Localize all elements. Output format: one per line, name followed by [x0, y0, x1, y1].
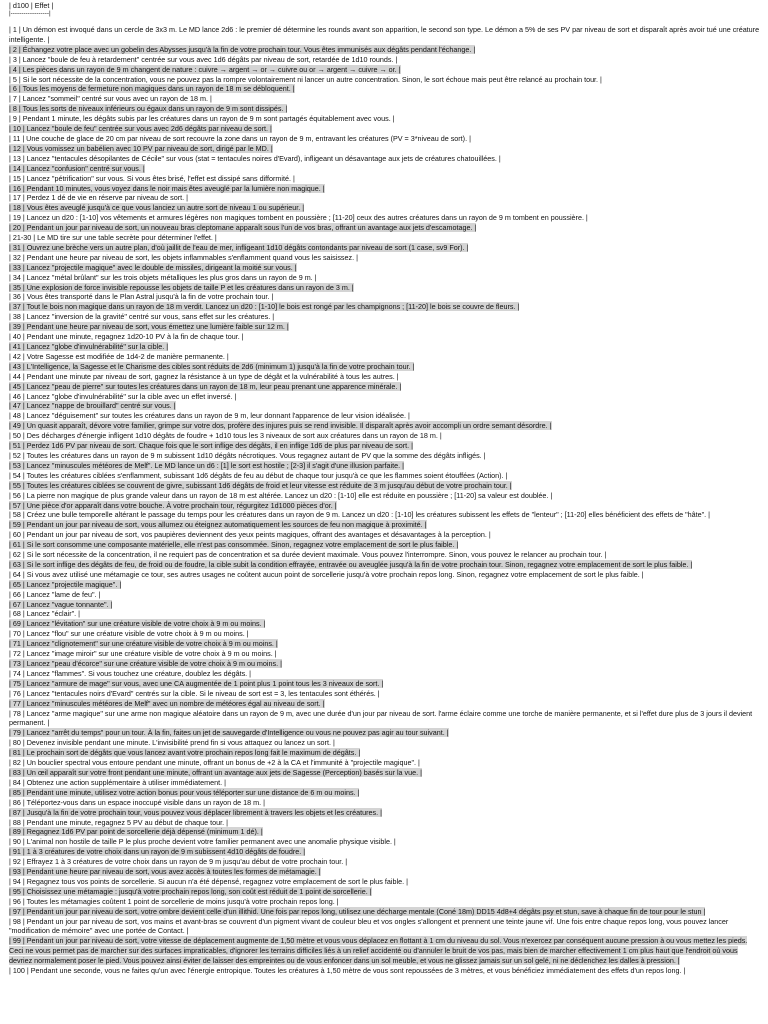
table-row [9, 768, 760, 778]
row-text: | 1 | Un démon est invoqué dans un cercle de 3x3 m. Le MD lance 2d6 : le premier dé détermine les rounds avant son apparition, le second son type. Le démon a 5% de ses PV par niveau de sort et disparaît après avoir tué une créature intelligente. | [9, 25, 760, 44]
row-text: | 31 | Ouvrez une brèche vers un autre plan, d'où jaillit de l'eau de mer, infligeant 1d10 dégâts contondants par niveau de sort (1 case, sv9 For). | [9, 242, 469, 252]
table-row [9, 699, 760, 709]
row-text: | 3 | Lancez "boule de feu à retardement" centrée sur vous avec 1d6 dégâts par niveau de sort, retardée de 1d10 rounds. | [9, 54, 398, 64]
table-row [9, 619, 760, 629]
row-text: | 70 | Lancez "flou" sur une créature visible de votre choix à 9 m ou moins. | [9, 629, 249, 639]
table-row [9, 471, 760, 481]
table-row [9, 273, 760, 283]
table-row [9, 907, 760, 917]
row-text: | 94 | Regagnez tous vos points de sorcellerie. Si aucun n'a été dépensé, regagnez votre emplacement de sort le plus faible. | [9, 876, 408, 886]
row-text: | 68 | Lancez "éclair". | [9, 609, 81, 619]
row-text: | 12 | Vous vomissez un babélien avec 10 PV par niveau de sort, dirigé par le MD. | [9, 143, 273, 153]
table-row [9, 372, 760, 382]
table-row [9, 600, 760, 610]
table-row [9, 590, 760, 600]
row-text: | 13 | Lancez "tentacules désopilantes de Cécile" sur vous (stat = tentacules noires d'Evard), infligeant un désavantage aux jets de créatures chatouillées. | [9, 153, 501, 163]
table-row [9, 897, 760, 907]
table-row [9, 877, 760, 887]
table-row [9, 283, 760, 293]
table-row [9, 124, 760, 134]
row-text: | 89 | Regagnez 1d6 PV par point de sorcellerie déjà dépensé (minimum 1 dé). | [9, 827, 263, 837]
row-text: | 2 | Échangez votre place avec un gobelin des Abysses jusqu'à la fin de votre prochain tour. Vous êtes immunisés aux dégâts pendant l'échange. | [9, 44, 476, 54]
table-row [9, 352, 760, 362]
table-row [9, 857, 760, 867]
row-text: | 38 | Lancez "inversion de la gravité" centré sur vous, sans effet sur les créatures. | [9, 312, 275, 322]
row-text: | 19 | Lancez un d20 : [1-10] vos vêtements et armures légères non magiques tombent en poussière ; [11-20] ceux des autres créatures dans un rayon de 9 m tombent en poussière. | [9, 213, 588, 223]
row-text: | 32 | Pendant une heure par niveau de sort, les objets inflammables s'enflamment quand vous les saisissez. | [9, 252, 358, 262]
table-row [9, 174, 760, 184]
row-text: | 92 | Effrayez 1 à 3 créatures de votre choix dans un rayon de 9 m jusqu'au début de votre prochain tour. | [9, 857, 348, 867]
table-row [9, 580, 760, 590]
table-row [9, 104, 760, 114]
row-text: | 76 | Lancez "tentacules noirs d'Evard" centrés sur la cible. Si le niveau de sort est = 3, les tentacules sont éthérés. | [9, 688, 380, 698]
row-text: | 21-30 | Le MD tire sur une table secrète pour déterminer l'effet. | [9, 233, 217, 243]
table-header: | d100 | Effet | [9, 1, 54, 10]
table-row [9, 292, 760, 302]
row-text: | 75 | Lancez "armure de mage" sur vous, avec une CA augmentée de 1 point plus 1 point tous les 3 niveaux de sort. | [9, 678, 384, 688]
table-row [9, 84, 760, 94]
table-row [9, 867, 760, 877]
row-text: | 65 | Lancez "projectile magique". | [9, 579, 122, 589]
table-row [9, 253, 760, 263]
row-text: | 62 | Si le sort nécessite de la concentration, il ne requiert pas de concentration et sa durée devient maximale. Vous pouvez l'interrompre. Sinon, vous pouvez le relancer au prochain tour. | [9, 550, 607, 560]
table-row [9, 808, 760, 818]
table-row [9, 778, 760, 788]
row-text: | 11 | Une couche de glace de 20 cm par niveau de sort recouvre la zone dans un rayon de 9 m, entravant les créatures (PV = 3*niveau de sort). | [9, 133, 471, 143]
table-row [9, 25, 760, 45]
table-row [9, 639, 760, 649]
row-text: | 100 | Pendant une seconde, vous ne faites qu'un avec l'énergie entropique. Toutes les créatures à 1,50 mètre de vous sont repoussées de 3 mètres, et vous bénéficiez immédiatement des effets d'un repos long. | [9, 966, 686, 976]
row-text: | 88 | Pendant une minute, regagnez 5 PV au début de chaque tour. | [9, 817, 228, 827]
row-text: | 96 | Toutes les métamagies coûtent 1 point de sorcellerie de moins jusqu'à votre prochain repos long. | [9, 896, 339, 906]
row-text: | 15 | Lancez "pétrification" sur vous. Si vous êtes brisé, l'effet est dissipé sans difformité. | [9, 173, 295, 183]
row-text: | 52 | Toutes les créatures dans un rayon de 9 m subissent 1d10 dégâts nécrotiques. Vous regagnez autant de PV que la somme des dégâts infligés. | [9, 450, 486, 460]
table-row [9, 966, 760, 976]
table-row [9, 837, 760, 847]
row-text: | 36 | Vous êtes transporté dans le Plan Astral jusqu'à la fin de votre prochain tour. | [9, 292, 274, 302]
table-row [9, 738, 760, 748]
table-row [9, 917, 760, 937]
row-text: | 79 | Lancez "arrêt du temps" pour un tour. À la fin, faites un jet de sauvegarde d'Intelligence ou vous ne pouvez pas agir au tour suivant. | [9, 728, 449, 738]
table-separator: |------------------| [9, 10, 51, 17]
row-text: | 66 | Lancez "lame de feu". | [9, 589, 101, 599]
row-text: | 72 | Lancez "image miroir" sur une créature visible de votre choix à 9 m ou moins. | [9, 649, 277, 659]
table-row [9, 827, 760, 837]
table-row [9, 501, 760, 511]
row-text: | 77 | Lancez "minuscules météores de Melf" avec un nombre de météores égal au niveau de sort. | [9, 698, 325, 708]
row-text: | 78 | Lancez "arme magique" sur une arme non magique aléatoire dans un rayon de 9 m, avec une durée d'un jour par niveau de sort. l'arme éclaire comme une torche de manière permanente, et si l'effet dure plus de 3 jours il devient permanent. | [9, 708, 753, 728]
row-text: | 69 | Lancez "lévitation" sur une créature visible de votre choix à 9 m ou moins. | [9, 619, 266, 629]
table-row [9, 312, 760, 322]
row-text: | 82 | Un bouclier spectral vous entoure pendant une minute, offrant un bonus de +2 à la CA et l'immunité à "projectile magique". | [9, 758, 420, 768]
table-row [9, 847, 760, 857]
row-text: | 71 | Lancez "clignotement" sur une créature visible de votre choix à 9 m ou moins. | [9, 639, 278, 649]
row-text: | 58 | Créez une bulle temporelle altérant le passage du temps pour les créatures dans un rayon de 9 m. Lancez un d20 : [1-10] les créatures subissent les effets de "lenteur" ; [11-20] elles bénéficient des effets de "hâte". | [9, 510, 711, 520]
row-text: | 6 | Tous les moyens de fermeture non magiques dans un rayon de 18 m se débloquent. | [9, 84, 295, 94]
row-text: | 46 | Lancez "globe d'invulnérabilité" sur la cible avec un effet inversé. | [9, 391, 237, 401]
table-row [9, 748, 760, 758]
table-row [9, 758, 760, 768]
row-text: | 9 | Pendant 1 minute, les dégâts subis par les créatures dans un rayon de 9 m sont partagés équitablement avec vous. | [9, 114, 395, 124]
table-row [9, 193, 760, 203]
row-text: | 50 | Des décharges d'énergie infligent 1d10 dégâts de foudre + 1d10 tous les 3 niveaux de sort aux créatures dans un rayon de 18 m. | [9, 431, 442, 441]
row-text: | 18 | Vous êtes aveuglé jusqu'à ce que vous lanciez un autre sort de niveau 1 ou supérieur. | [9, 203, 305, 213]
table-row [9, 689, 760, 699]
row-text: | 49 | Un quasit apparaît, dévore votre familier, grimpe sur votre dos, profère des injures puis se rend invisible. Il disparaît après avoir accompli un ordre semant désordre. | [9, 421, 552, 431]
table-row [9, 223, 760, 233]
table-row [9, 94, 760, 104]
row-text: | 4 | Les pièces dans un rayon de 9 m changent de nature : cuivre → argent → or → cuivre ou or → argent → cuivre → or. | [9, 64, 401, 74]
row-text: | 74 | Lancez "flammes". Si vous touchez une créature, doublez les dégâts. | [9, 668, 252, 678]
row-text: | 93 | Pendant une heure par niveau de sort, vous avez accès à toutes les formes de métamagie. | [9, 867, 321, 877]
table-row [9, 75, 760, 85]
row-text: | 55 | Toutes les créatures ciblées se couvrent de givre, subissant 1d6 dégâts de froid et leur vitesse est réduite de 3 m jusqu'au début de votre prochain tour. | [9, 480, 512, 490]
row-text: | 44 | Pendant une minute par niveau de sort, gagnez la résistance à un type de dégât et la vulnérabilité à tous les autres. | [9, 371, 399, 381]
row-text: | 33 | Lancez "projectile magique" avec le double de missiles, dirigeant la moitié sur vous. | [9, 262, 297, 272]
row-text: | 17 | Perdez 1 dé de vie en réserve par niveau de sort. | [9, 193, 189, 203]
table-row [9, 411, 760, 421]
table-row [9, 154, 760, 164]
table-row [9, 263, 760, 273]
table-rows [9, 25, 760, 976]
row-text: | 5 | Si le sort nécessite de la concentration, vous ne pouvez pas la rompre volontairement ni lancer un autre concentration. Sinon, le sort échoue mais peut être relancé au prochain tour. | [9, 74, 602, 84]
row-text: | 80 | Devenez invisible pendant une minute. L'invisibilité prend fin si vous attaquez ou lancez un sort. | [9, 738, 335, 748]
row-text: | 16 | Pendant 10 minutes, vous voyez dans le noir mais êtes aveuglé par la lumière non magique. | [9, 183, 325, 193]
row-text: | 81 | Le prochain sort de dégâts que vous lancez avant votre prochain repos long fait le maximum de dégâts. | [9, 748, 361, 758]
table-row [9, 322, 760, 332]
row-text: | 54 | Toutes les créatures ciblées s'enflamment, subissant 1d6 dégâts de feu au début de chaque tour jusqu'à ce que les flammes soient étouffées (Action). | [9, 470, 508, 480]
row-text: | 90 | L'animal non hostile de taille P le plus proche devient votre familier permanent avec une anomalie physique visible. | [9, 837, 396, 847]
row-text: | 39 | Pendant une heure par niveau de sort, vous émettez une lumière faible sur 12 m. | [9, 322, 289, 332]
table-row [9, 679, 760, 689]
table-row [9, 609, 760, 619]
table-row [9, 164, 760, 174]
table-row [9, 659, 760, 669]
table-row [9, 530, 760, 540]
row-text: | 51 | Perdez 1d6 PV par niveau de sort. Chaque fois que le sort inflige des dégâts, il en inflige 1d6 de plus par niveau de sort. | [9, 441, 413, 451]
table-row [9, 649, 760, 659]
table-row [9, 382, 760, 392]
row-text: | 43 | L'Intelligence, la Sagesse et le Charisme des cibles sont réduits de 2d6 (minimum 1) jusqu'à la fin de votre prochain tour. | [9, 361, 415, 371]
table-row [9, 510, 760, 520]
table-row [9, 461, 760, 471]
table-row [9, 421, 760, 431]
row-text: | 86 | Téléportez-vous dans un espace inoccupé visible dans un rayon de 18 m. | [9, 797, 265, 807]
table-row [9, 887, 760, 897]
table-row [9, 233, 760, 243]
table-row [9, 629, 760, 639]
row-text: | 87 | Jusqu'à la fin de votre prochain tour, vous pouvez vous déplacer librement à travers les objets et les créatures. | [9, 807, 382, 817]
table-row [9, 203, 760, 213]
row-text: | 42 | Votre Sagesse est modifiée de 1d4-2 de manière permanente. | [9, 351, 229, 361]
row-text: | 48 | Lancez "déguisement" sur toutes les créatures dans un rayon de 9 m, leur donnant l'apparence de leur vision idéalisée. | [9, 411, 410, 421]
table-row [9, 362, 760, 372]
row-text: | 73 | Lancez "peau d'écorce" sur une créature visible de votre choix à 9 m ou moins. | [9, 659, 282, 668]
row-text: | 97 | Pendant un jour par niveau de sort, votre ombre devient celle d'un illithid. Une fois par repos long, utilisez une décharge mentale (Coné 18m) DD15 4d8+4 dégâts psy et stun, save à chaque fin de tour pour le stun | [9, 906, 706, 916]
table-row [9, 302, 760, 312]
table-row [9, 570, 760, 580]
row-text: | 57 | Une pièce d'or apparaît dans votre bouche. À votre prochain tour, régurgitez 1d1000 pièces d'or. | [9, 500, 337, 510]
row-text: | 59 | Pendant un jour par niveau de sort, vous allumez ou éteignez automatiquement les sources de feu non magique à proximité. | [9, 520, 427, 530]
table-row [9, 144, 760, 154]
table-row [9, 342, 760, 352]
table-row [9, 728, 760, 738]
table-row [9, 55, 760, 65]
row-text: | 40 | Pendant une minute, regagnez 1d20-10 PV à la fin de chaque tour. | [9, 332, 244, 342]
row-text: | 98 | Pendant un jour par niveau de sort, vos mains et avant-bras se couvrent d'un pigment vivant de couleur bleu et vos ongles s'allongent et prennent une teinte jaune vif. Une fois entre chaque repos long, vous pouvez lancer "modification de mémoire" avec une portée de Contact. | [9, 916, 729, 936]
table-row [9, 114, 760, 124]
row-text: | 8 | Tous les sorts de niveaux inférieurs ou égaux dans un rayon de 9 m sont dissipés. | [9, 104, 288, 114]
table-row [9, 134, 760, 144]
table-row [9, 788, 760, 798]
table-row [9, 520, 760, 530]
table-row [9, 332, 760, 342]
row-text: | 45 | Lancez "peau de pierre" sur toutes les créatures dans un rayon de 18 m, leur peau prenant une apparence minérale. | [9, 381, 402, 391]
row-text: | 47 | Lancez "nappe de brouillard" centré sur vous. | [9, 401, 176, 411]
table-row [9, 431, 760, 441]
row-text: | 91 | 1 à 3 créatures de votre choix dans un rayon de 9 m subissent 4d10 dégâts de foudre. | [9, 847, 306, 857]
row-text: | 60 | Pendant un jour par niveau de sort, vos paupières deviennent des yeux peints magiques, offrant des avantages et désavantages à la perception. | [9, 530, 491, 540]
row-text: | 14 | Lancez "confusion" centré sur vous. | [9, 163, 145, 173]
row-text: | 63 | Si le sort inflige des dégâts de feu, de froid ou de foudre, la cible subit la condition effrayée, entravée ou aveuglée jusqu'à la fin de votre prochain tour. Sinon, regagnez votre emplacement de sort le plus faible. | [9, 559, 693, 569]
row-text: | 85 | Pendant une minute, utilisez votre action bonus pour vous téléporter sur une distance de 6 m ou moins. | [9, 787, 360, 797]
row-text: | 99 | Pendant un jour par niveau de sort, votre vitesse de déplacement augmente de 1,50 mètre et vous vous déplacez en flottant à 1 cm du niveau du sol. Vous n'exercez par conséquent aucune pression à ou vous mettez les pieds. Ceci ne vous permet pas de marcher sur des surfaces impraticables, d'ignorer les terrains difficiles liés à un relief accidenté ou d'annuler le bruit de vos pas, mais bien de marcher effectivement 1 cm plus haut que l'endroit où vous devriez normalement poser le pied. Vous pouvez ainsi éviter de laisser des empreintes ou de vous enfoncer dans un sol meuble, et vous ne glissez jamais sur un sol gelé, ni ne déclenchez les dalles à pression. | [9, 936, 748, 966]
table-row [9, 45, 760, 55]
row-text: | 20 | Pendant un jour par niveau de sort, un nouveau bras cleptomane apparaît sous l'un de vos bras, offrant un avantage aux jets d'escamotage. | [9, 223, 477, 233]
row-text: | 56 | La pierre non magique de plus grande valeur dans un rayon de 18 m est altérée. Lancez un d20 : [1-10] elle est réduite en poussière ; [11-20] sa valeur est doublée. | [9, 490, 553, 500]
table-row [9, 798, 760, 808]
table-row [9, 560, 760, 570]
table-row [9, 401, 760, 411]
row-text: | 84 | Obtenez une action supplémentaire à utiliser immédiatement. | [9, 777, 226, 787]
table-row [9, 392, 760, 402]
row-text: | 67 | Lancez "vague tonnante". | [9, 599, 113, 609]
row-text: | 7 | Lancez "sommeil" centré sur vous avec un rayon de 18 m. | [9, 94, 212, 104]
table-row [9, 481, 760, 491]
row-text: | 34 | Lancez "métal brûlant" sur les trois objets métalliques les plus gros dans un rayon de 9 m. | [9, 272, 317, 282]
row-text: | 37 | Tout le bois non magique dans un rayon de 18 m verdit. Lancez un d20 : [1-10] le bois est rongé par les champignons ; [11-20] le bois se couvre de fleurs. | [9, 302, 520, 312]
table-row [9, 540, 760, 550]
row-text: | 53 | Lancez "minuscules météores de Melf". Le MD lance un d6 : [1] le sort est hostile ; [2-3] il s'agit d'une illusion parfaite. | [9, 460, 404, 470]
table-row [9, 936, 760, 966]
table-row [9, 491, 760, 501]
row-text: | 83 | Un œil apparaît sur votre front pendant une minute, offrant un avantage aux jets de Sagesse (Perception) basés sur la vue. | [9, 767, 422, 777]
row-text: | 35 | Une explosion de force invisible repousse les objets de taille P et les créatures dans un rayon de 3 m. | [9, 282, 354, 292]
table-row [9, 184, 760, 194]
table-row [9, 709, 760, 729]
table-row [9, 550, 760, 560]
table-row [9, 213, 760, 223]
row-text: | 64 | Si vous avez utilisé une métamagie ce tour, ses autres usages ne coûtent aucun point de sorcellerie jusqu'à votre prochain repos long. Sinon, regagnez votre emplacement de sort le plus faible. | [9, 569, 644, 579]
table-row [9, 818, 760, 828]
row-text: | 61 | Si le sort consomme une composante matérielle, elle n'est pas consommée. Sinon, regagnez votre emplacement de sort le plus faible. | [9, 540, 459, 550]
table-row [9, 451, 760, 461]
table-row [9, 441, 760, 451]
row-text: | 41 | Lancez "globe d'invulnérabilité" sur la cible. | [9, 342, 169, 351]
table-row [9, 669, 760, 679]
row-text: | 95 | Choisissez une métamagie : jusqu'à votre prochain repos long, son coût est réduit de 1 point de sorcellerie. | [9, 886, 372, 896]
table-row [9, 65, 760, 75]
row-text: | 10 | Lancez "boule de feu" centrée sur vous avec 2d6 dégâts par niveau de sort. | [9, 124, 272, 134]
table-row [9, 243, 760, 253]
